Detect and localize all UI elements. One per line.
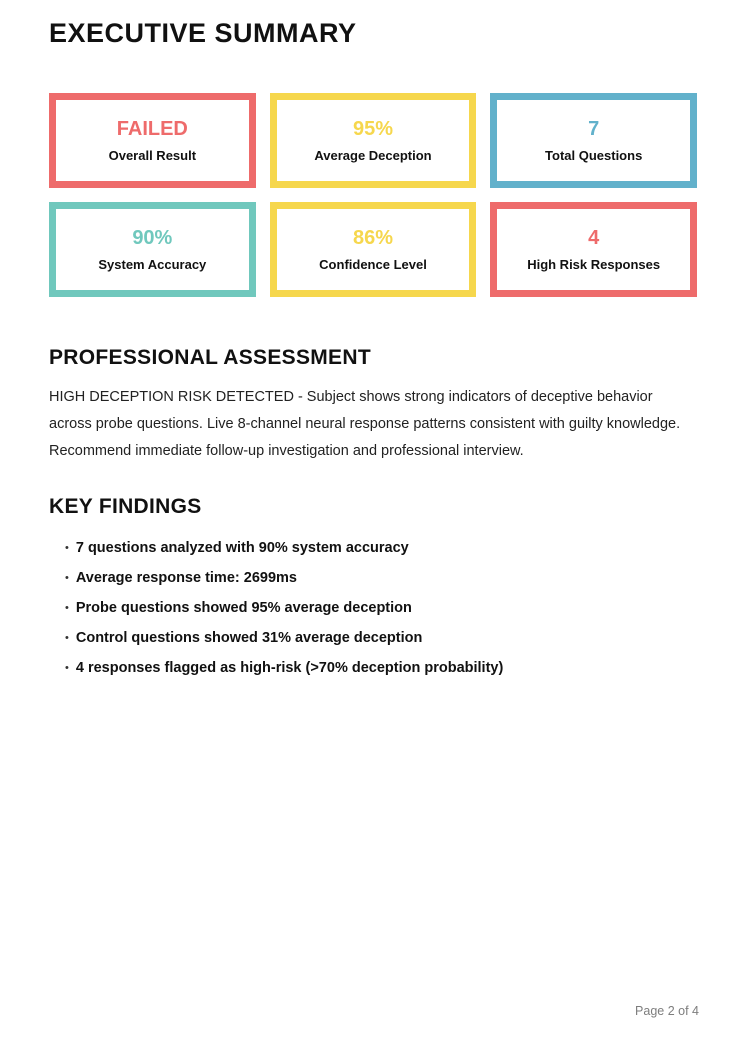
stat-value: 90% xyxy=(132,227,173,249)
stat-value: 95% xyxy=(352,118,393,140)
finding-item: • 7 questions analyzed with 90% system accuracy xyxy=(65,539,697,559)
assessment-paragraph: HIGH DECEPTION RISK DETECTED - Subject shows strong indicators of deceptive behavior across probe questions. Live 8-channel neural response patterns consistent with guilty knowledge. Recommend immediate follow-up investigation and professional interview. xyxy=(49,389,681,459)
stat-label: System Accuracy xyxy=(98,257,207,272)
section-key-findings xyxy=(49,495,697,679)
stat-card-system-accuracy xyxy=(49,202,256,297)
stat-card-overall-result xyxy=(49,93,256,188)
stat-label: Average Deception xyxy=(314,148,432,163)
key-findings-list xyxy=(49,539,697,679)
stat-value: FAILED xyxy=(116,118,188,140)
stat-card-confidence-level xyxy=(270,202,477,297)
stat-label: Overall Result xyxy=(108,148,197,163)
page-number: Page 2 of 4 xyxy=(635,1004,699,1018)
finding-item: • Average response time: 2699ms xyxy=(65,569,697,589)
stat-label: Confidence Level xyxy=(319,257,427,272)
stat-card-high-risk-responses xyxy=(490,202,697,297)
stat-label: High Risk Responses xyxy=(527,257,661,272)
stat-value: 86% xyxy=(352,227,393,249)
finding-item: • Control questions showed 31% average deception xyxy=(65,629,697,649)
stat-card-average-deception xyxy=(270,93,477,188)
stat-value: 4 xyxy=(588,227,600,249)
stat-cards-grid xyxy=(49,93,697,297)
stat-card-total-questions xyxy=(490,93,697,188)
section-heading: KEY FINDINGS xyxy=(49,495,202,518)
section-professional-assessment xyxy=(49,346,697,465)
page-title: EXECUTIVE SUMMARY xyxy=(49,18,357,48)
finding-item: • Probe questions showed 95% average deception xyxy=(65,599,697,619)
finding-item: • 4 responses flagged as high-risk (>70% deception probability) xyxy=(65,659,697,679)
section-heading: PROFESSIONAL ASSESSMENT xyxy=(49,346,371,369)
stat-value: 7 xyxy=(588,118,600,140)
stat-label: Total Questions xyxy=(545,148,643,163)
